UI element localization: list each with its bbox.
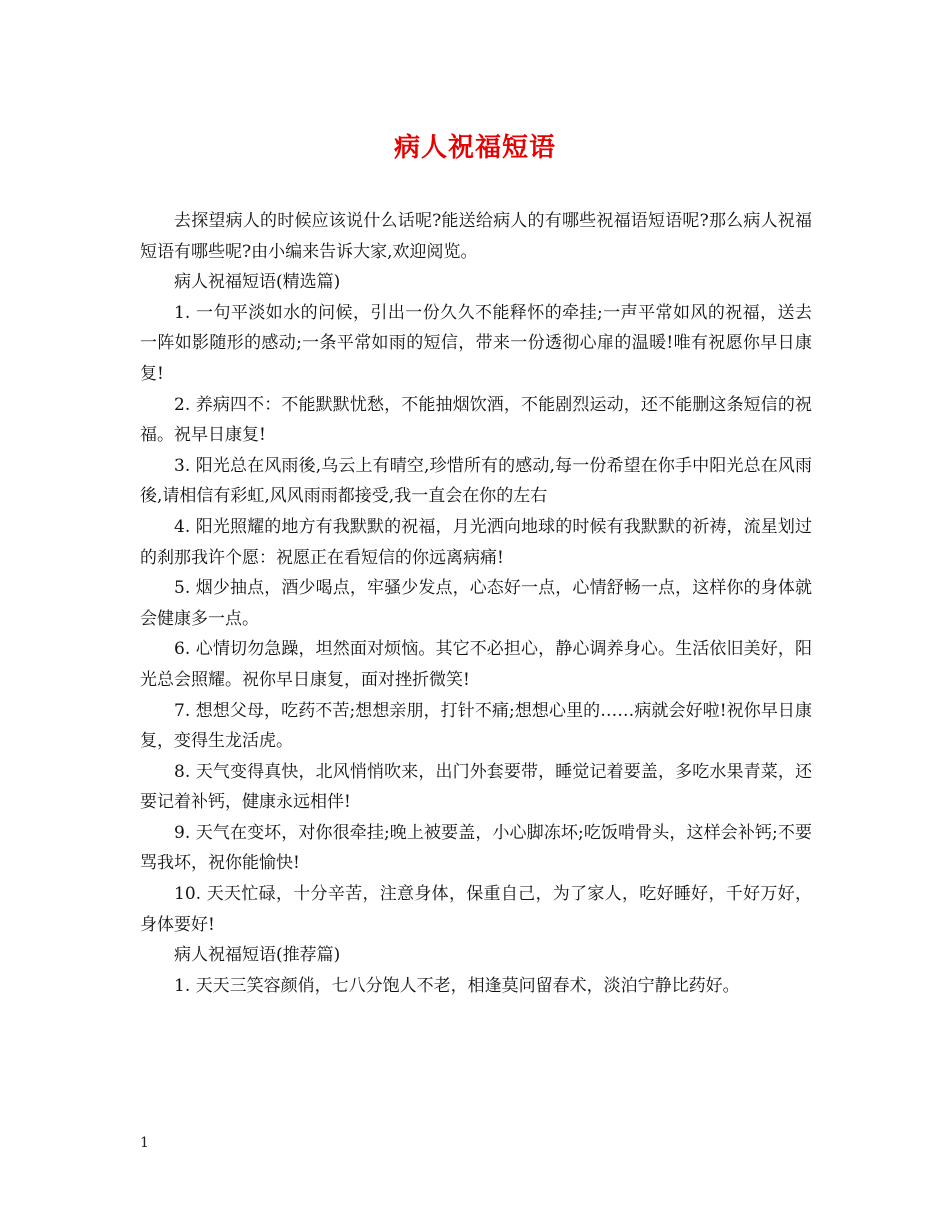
list-item: 1. 天天三笑容颜俏，七八分饱人不老，相逢莫问留春术，淡泊宁静比药好。 [174, 975, 740, 996]
list-item: 1. 一句平淡如水的问候，引出一份久久不能释怀的牵挂;一声平常如风的祝福，送去一阵如影随形的感动;一条平常如雨的短信，带来一份透彻心扉的温暖!唯有祝愿你早日康复! [140, 302, 812, 384]
list-item: 4. 阳光照耀的地方有我默默的祝福，月光洒向地球的时候有我默默的祈祷，流星划过的刹那我许个愿：祝愿正在看短信的你远离病痛! [140, 516, 812, 568]
page-number: 1 [140, 1135, 149, 1151]
list-item: 10. 天天忙碌，十分辛苦，注意身体，保重自己，为了家人，吃好睡好，千好万好，身体要好! [140, 884, 812, 935]
intro-paragraph: 去探望病人的时候应该说什么话呢?能送给病人的有哪些祝福语短语呢?那么病人祝福短语有哪些呢?由小编来告诉大家,欢迎阅览。 [140, 211, 812, 262]
document-body [140, 206, 812, 1001]
document-title: 病人祝福短语 [393, 133, 556, 163]
section-heading-recommended: 病人祝福短语(推荐篇) [174, 945, 341, 966]
section-heading-selected: 病人祝福短语(精选篇) [174, 272, 341, 293]
list-item: 9. 天气在变坏，对你很牵挂;晚上被要盖，小心脚冻坏;吃饭啃骨头，这样会补钙;不要骂我坏，祝你能愉快! [140, 822, 812, 874]
list-item: 7. 想想父母，吃药不苦;想想亲朋，打针不痛;想想心里的……病就会好啦!祝你早日康复，变得生龙活虎。 [140, 700, 812, 752]
list-item: 8. 天气变得真快，北风悄悄吹来，出门外套要带，睡觉记着要盖，多吃水果青菜，还要记着补钙，健康永远相伴! [140, 761, 812, 813]
list-item: 6. 心情切勿急躁，坦然面对烦恼。其它不必担心，静心调养身心。生活依旧美好，阳光总会照耀。祝你早日康复，面对挫折微笑! [140, 639, 812, 690]
list-item: 5. 烟少抽点，酒少喝点，牢骚少发点，心态好一点，心情舒畅一点，这样你的身体就会健康多一点。 [140, 578, 812, 629]
list-item: 2. 养病四不：不能默默忧愁，不能抽烟饮酒，不能剧烈运动，还不能删这条短信的祝福。祝早日康复! [140, 394, 812, 446]
list-item: 3. 阳光总在风雨後,乌云上有晴空,珍惜所有的感动,每一份希望在你手中阳光总在风雨後,请相信有彩虹,风风雨雨都接受,我一直会在你的左右 [140, 455, 812, 507]
